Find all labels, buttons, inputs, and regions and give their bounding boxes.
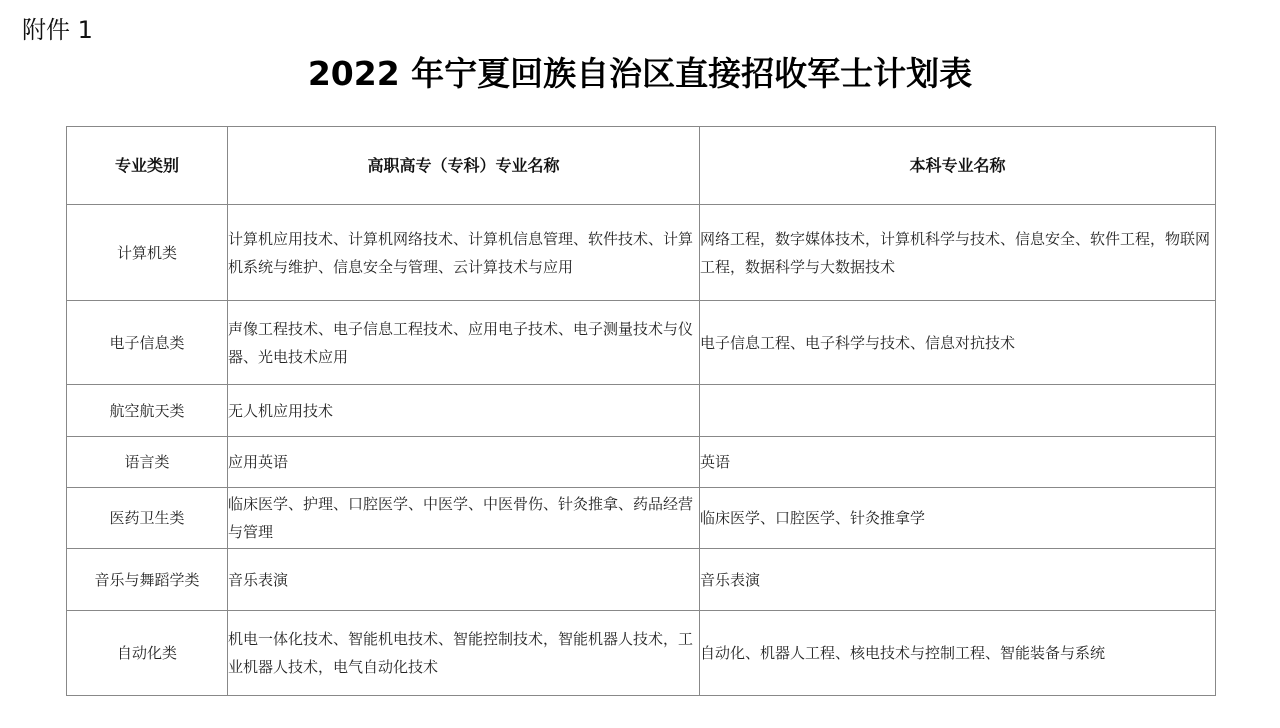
undergraduate-majors-cell: 临床医学、口腔医学、针灸推拿学 xyxy=(700,488,1216,549)
table-row xyxy=(67,301,1216,385)
category-cell: 自动化类 xyxy=(67,611,228,696)
category-cell: 音乐与舞蹈学类 xyxy=(67,549,228,611)
undergraduate-majors-cell xyxy=(700,385,1216,437)
vocational-majors-cell: 应用英语 xyxy=(228,437,700,488)
category-cell: 航空航天类 xyxy=(67,385,228,437)
category-cell: 电子信息类 xyxy=(67,301,228,385)
undergraduate-majors-cell: 音乐表演 xyxy=(700,549,1216,611)
header-category: 专业类别 xyxy=(67,127,228,205)
recruitment-plan-table xyxy=(66,126,1216,696)
category-cell: 语言类 xyxy=(67,437,228,488)
undergraduate-majors-cell: 网络工程，数字媒体技术，计算机科学与技术、信息安全、软件工程，物联网工程，数据科学与大数据技术 xyxy=(700,205,1216,301)
vocational-majors-cell: 声像工程技术、电子信息工程技术、应用电子技术、电子测量技术与仪器、光电技术应用 xyxy=(228,301,700,385)
vocational-majors-cell: 计算机应用技术、计算机网络技术、计算机信息管理、软件技术、计算机系统与维护、信息安全与管理、云计算技术与应用 xyxy=(228,205,700,301)
attachment-label: 附件 1 xyxy=(22,16,93,44)
table-row xyxy=(67,385,1216,437)
table-row xyxy=(67,488,1216,549)
undergraduate-majors-cell: 自动化、机器人工程、核电技术与控制工程、智能装备与系统 xyxy=(700,611,1216,696)
vocational-majors-cell: 无人机应用技术 xyxy=(228,385,700,437)
table-row xyxy=(67,549,1216,611)
vocational-majors-cell: 临床医学、护理、口腔医学、中医学、中医骨伤、针灸推拿、药品经营与管理 xyxy=(228,488,700,549)
table-row xyxy=(67,205,1216,301)
category-cell: 医药卫生类 xyxy=(67,488,228,549)
vocational-majors-cell: 音乐表演 xyxy=(228,549,700,611)
header-undergraduate: 本科专业名称 xyxy=(700,127,1216,205)
undergraduate-majors-cell: 英语 xyxy=(700,437,1216,488)
table-row xyxy=(67,437,1216,488)
header-vocational: 高职高专（专科）专业名称 xyxy=(228,127,700,205)
table-row xyxy=(67,611,1216,696)
category-cell: 计算机类 xyxy=(67,205,228,301)
vocational-majors-cell: 机电一体化技术、智能机电技术、智能控制技术，智能机器人技术，工业机器人技术，电气自动化技术 xyxy=(228,611,700,696)
page-title: 2022 年宁夏回族自治区直接招收军士计划表 xyxy=(307,54,973,93)
table-header-row xyxy=(67,127,1216,205)
undergraduate-majors-cell: 电子信息工程、电子科学与技术、信息对抗技术 xyxy=(700,301,1216,385)
